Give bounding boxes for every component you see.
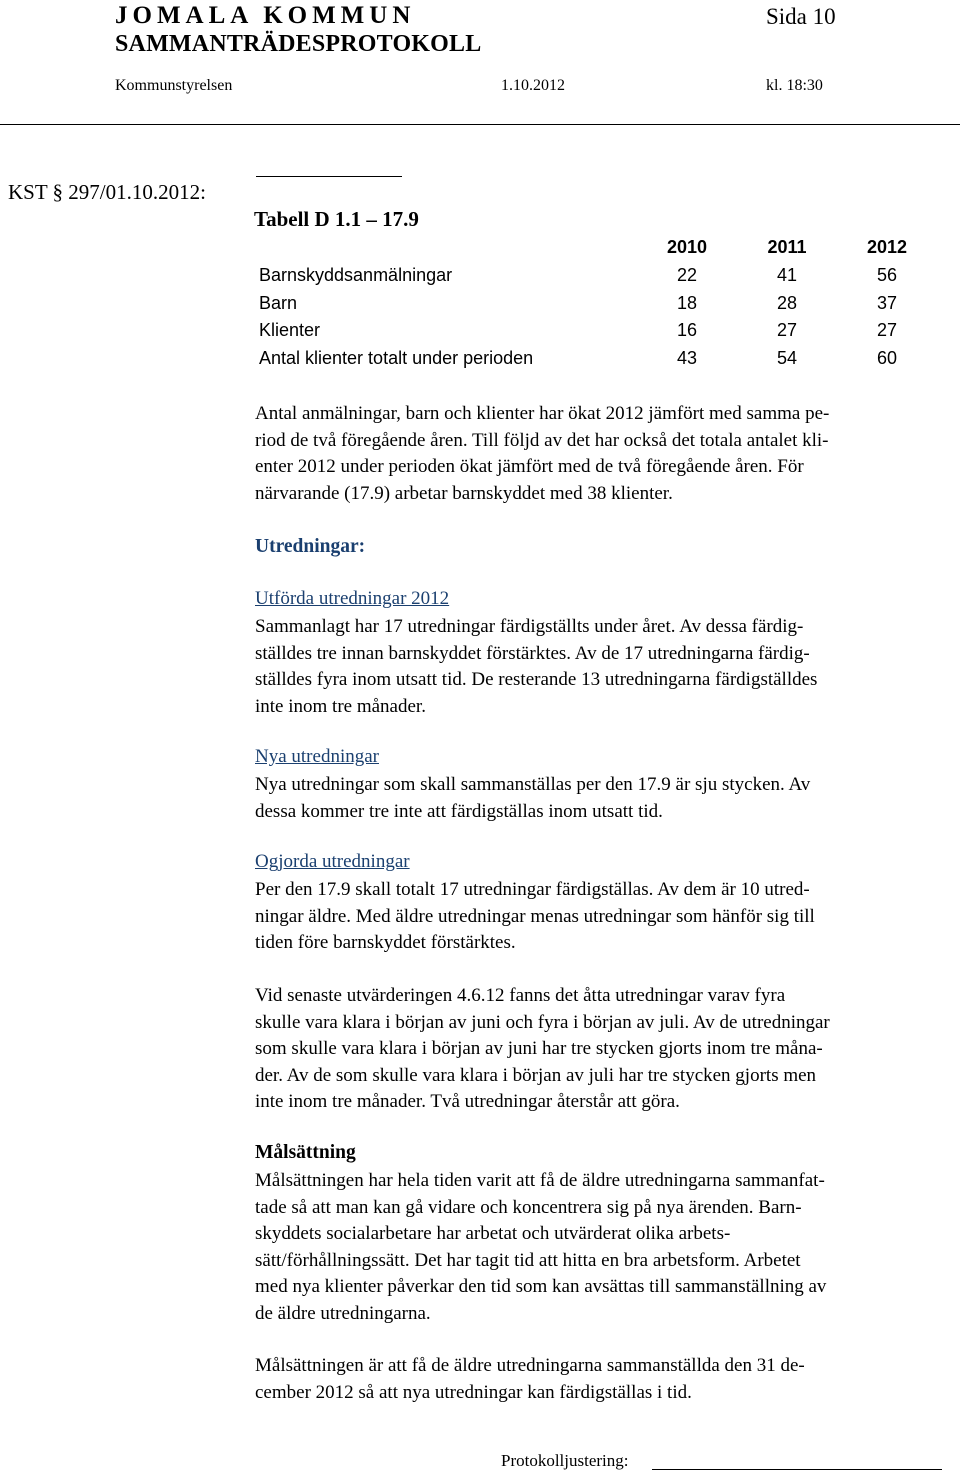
text-line: med nya klienter påverkar den tid som kan avsättas till sammanställning av [255, 1276, 827, 1297]
intro-paragraph [255, 401, 955, 507]
goal-paragraph [255, 1353, 955, 1406]
text-line: närvarande (17.9) arbetar barnskyddet med 38 klienter. [255, 482, 673, 504]
table-row-label: Barn [259, 293, 298, 313]
table-row-label: Klienter [259, 320, 321, 340]
table-title: Tabell D 1.1 – 17.9 [254, 207, 419, 231]
table-cell: 56 [876, 265, 898, 285]
utforda-paragraph [255, 614, 955, 720]
text-line: de äldre utredningarna. [255, 1302, 431, 1324]
text-line: inte inom tre månader. [255, 695, 426, 717]
table-year-header: 2011 [767, 237, 807, 257]
table-row-label: Barnskyddsanmälningar [259, 265, 453, 285]
text-line: riod de två föregående åren. Till följd av det har också det totala antalet kli- [255, 429, 829, 451]
text-line: ningar äldre. Med äldre utredningar menas utredningar som hänför sig till [255, 905, 815, 927]
text-line: dessa kommer tre inte att färdigställas inom utsatt tid. [255, 800, 663, 822]
malsattning-paragraph [255, 1168, 955, 1327]
text-line: enter 2012 under perioden ökat jämfört med de två föregående åren. För [255, 456, 804, 477]
text-line: cember 2012 så att nya utredningar kan färdigställas i tid. [255, 1381, 692, 1403]
text-line: tiden före barnskyddet förstärktes. [255, 932, 516, 953]
protocol-check-label: Protokolljustering: [501, 1451, 629, 1470]
text-line: sätt/förhållningssätt. Det har tagit tid att hitta en bra arbetsform. Arbetet [255, 1249, 801, 1271]
ogjorda-paragraph [255, 877, 955, 957]
text-line: inte inom tre månader. Två utredningar återstår att göra. [255, 1091, 680, 1112]
table-cell: 37 [876, 293, 898, 313]
text-line: Nya utredningar som skall sammanställas per den 17.9 är sju stycken. Av [255, 774, 811, 795]
kst-reference: KST § 297/01.10.2012: [8, 180, 206, 204]
table-cell: 60 [876, 348, 898, 368]
table-row-label: Antal klienter totalt under perioden [259, 348, 534, 368]
text-line: der. Av de som skulle vara klara i början av juli har tre stycken gjorts men [255, 1064, 817, 1086]
section-rule [256, 176, 402, 177]
text-line: Per den 17.9 skall totalt 17 utredningar färdigställas. Av dem är 10 utred- [255, 879, 810, 900]
table-cell: 18 [676, 293, 698, 313]
meeting-date: 1.10.2012 [501, 77, 565, 94]
malsattning-heading: Målsättning [255, 1142, 356, 1163]
text-line: Antal anmälningar, barn och klienter har ökat 2012 jämfört med samma pe- [255, 403, 830, 424]
table-cell: 27 [876, 320, 898, 340]
text-line: skyddets socialarbetare har arbetat och utvärderat olika arbets- [255, 1223, 731, 1244]
meeting-time: kl. 18:30 [766, 77, 823, 94]
text-line: ställdes tre innan barnskyddet förstärktes. Av de 17 utredningarna färdig- [255, 642, 810, 664]
utvardering-paragraph [255, 983, 955, 1116]
page-number: Sida 10 [766, 4, 836, 29]
table-cell: 16 [676, 320, 698, 340]
table-cell: 27 [776, 320, 798, 340]
table-cell: 43 [676, 348, 698, 368]
nya-paragraph [255, 772, 955, 825]
utredningar-heading: Utredningar: [255, 536, 366, 557]
text-line: Målsättningen har hela tiden varit att få de äldre utredningarna sammanfat- [255, 1170, 825, 1191]
text-line: skulle vara klara i början av juni och fyra i början av juli. Av de utredningar [255, 1011, 830, 1033]
signature-line [652, 1469, 942, 1470]
text-line: ställdes fyra inom utsatt tid. De resterande 13 utredningarna färdigställdes [255, 669, 818, 690]
text-line: som skulle vara klara i början av juni har tre stycken gjorts inom tre måna- [255, 1038, 823, 1059]
text-line: Målsättningen är att få de äldre utredningarna sammanställda den 31 de- [255, 1355, 805, 1376]
utforda-heading: Utförda utredningar 2012 [255, 588, 450, 609]
organization-name: JOMALA KOMMUN [115, 2, 416, 29]
nya-heading: Nya utredningar [255, 746, 379, 767]
ogjorda-heading: Ogjorda utredningar [255, 851, 410, 872]
table-year-header: 2010 [666, 237, 708, 257]
table-cell: 28 [776, 293, 798, 313]
text-line: Vid senaste utvärderingen 4.6.12 fanns det åtta utredningar varav fyra [255, 985, 786, 1006]
table-cell: 54 [776, 348, 798, 368]
document-type: SAMMANTRÄDESPROTOKOLL [115, 31, 482, 57]
text-line: Sammanlagt har 17 utredningar färdigställts under året. Av dessa färdig- [255, 616, 804, 637]
table-cell: 41 [776, 265, 798, 285]
table-cell: 22 [676, 265, 698, 285]
table-year-header: 2012 [866, 237, 908, 257]
text-line: tade så att man kan gå vidare och koncentrera sig på nya ärenden. Barn- [255, 1196, 802, 1218]
meeting-body: Kommunstyrelsen [115, 77, 233, 94]
header-divider [0, 124, 960, 125]
